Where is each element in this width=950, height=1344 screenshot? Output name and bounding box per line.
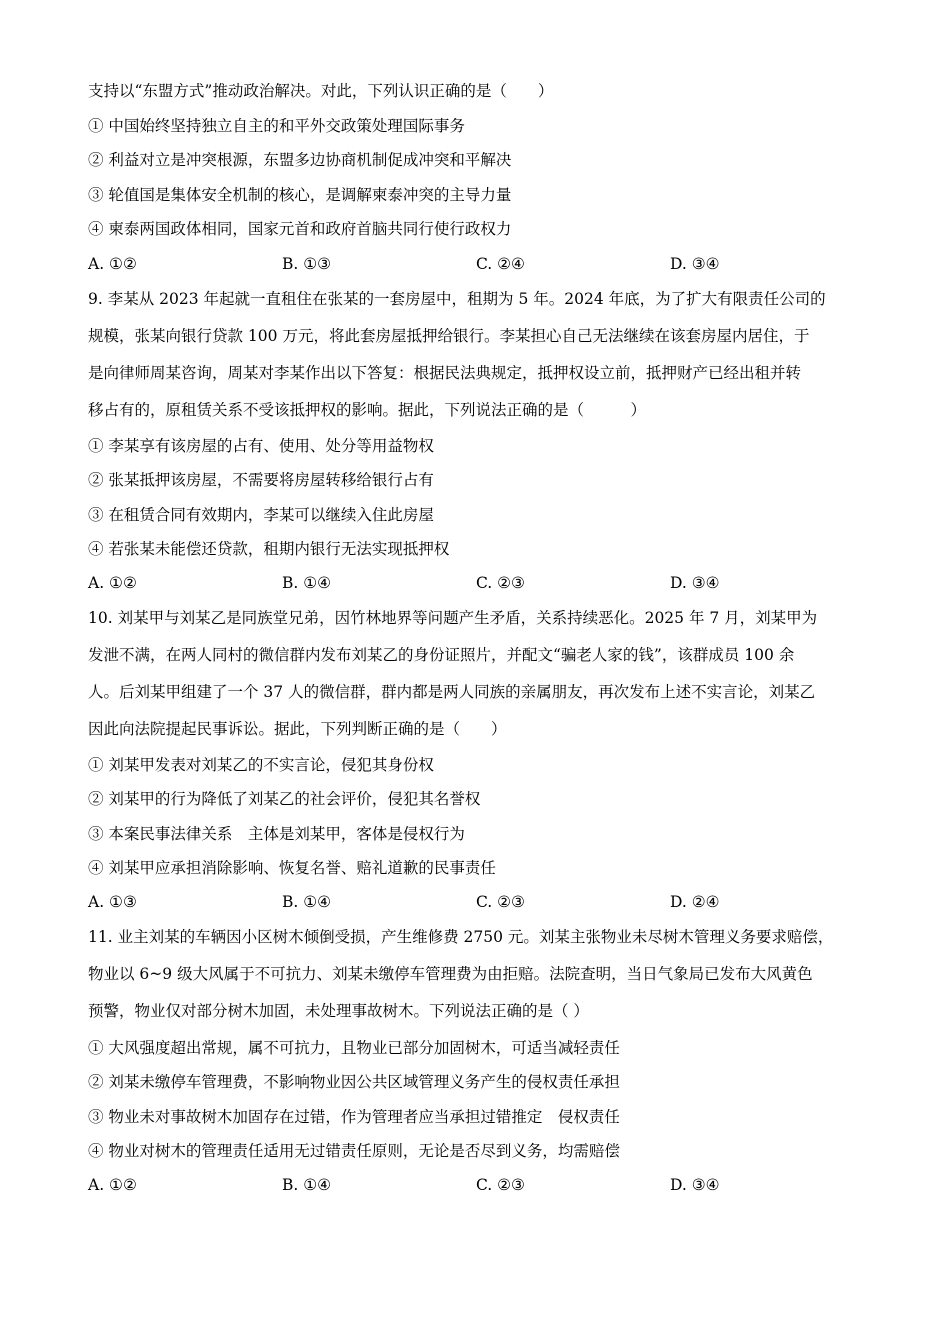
- q10-option-a[interactable]: A. ①③: [88, 893, 137, 911]
- q9-option-c[interactable]: C. ②③: [476, 574, 525, 592]
- q8-option-c[interactable]: C. ②④: [476, 255, 525, 273]
- q8-stem-line: 支持以“东盟方式”推动政治解决。对此，下列认识正确的是（ ）: [88, 82, 554, 100]
- q9-option-a[interactable]: A. ①②: [88, 574, 137, 592]
- q9-stem-line: 移占有的，原租赁关系不受该抵押权的影响。据此，下列说法正确的是（ ）: [88, 401, 647, 419]
- q8-statement: ④ 柬泰两国政体相同，国家元首和政府首脑共同行使行政权力: [88, 220, 512, 238]
- q10-stem-line: 人。后刘某甲组建了一个 37 人的微信群，群内都是两人同族的亲属朋友，再次发布上述不实言论，刘某乙: [88, 683, 816, 701]
- q8-statement: ② 利益对立是冲突根源，东盟多边协商机制促成冲突和平解决: [88, 151, 512, 169]
- q10-options: [88, 891, 878, 913]
- q11-option-c[interactable]: C. ②③: [476, 1176, 525, 1194]
- q10-option-b[interactable]: B. ①④: [282, 893, 332, 911]
- q8-statement: ③ 轮值国是集体安全机制的核心，是调解柬泰冲突的主导力量: [88, 186, 512, 204]
- q8-option-a[interactable]: A. ①②: [88, 255, 137, 273]
- q10-stem-line: 10. 刘某甲与刘某乙是同族堂兄弟，因竹林地界等问题产生矛盾，关系持续恶化。2025 年 7 月，刘某甲为: [88, 609, 818, 627]
- q11-option-a[interactable]: A. ①②: [88, 1176, 137, 1194]
- q10-stem-line: 发泄不满，在两人同村的微信群内发布刘某乙的身份证照片，并配文“骗老人家的钱”，该群成员 100 余: [88, 646, 795, 664]
- q11-stem-line: 预警，物业仅对部分树木加固，未处理事故树木。下列说法正确的是（ ）: [88, 1002, 589, 1020]
- q9-option-d[interactable]: D. ③④: [670, 574, 720, 592]
- q10-statement: ④ 刘某甲应承担消除影响、恢复名誉、赔礼道歉的民事责任: [88, 859, 496, 877]
- q10-statement: ② 刘某甲的行为降低了刘某乙的社会评价，侵犯其名誉权: [88, 790, 481, 808]
- q11-option-d[interactable]: D. ③④: [670, 1176, 720, 1194]
- q9-options: [88, 572, 878, 594]
- q11-statement: ③ 物业未对事故树木加固存在过错，作为管理者应当承担过错推定 侵权责任: [88, 1108, 620, 1126]
- q9-option-b[interactable]: B. ①④: [282, 574, 332, 592]
- q11-statement: ② 刘某未缴停车管理费，不影响物业因公共区域管理义务产生的侵权责任承担: [88, 1073, 620, 1091]
- q9-statement: ② 张某抵押该房屋，不需要将房屋转移给银行占有: [88, 471, 434, 489]
- q10-option-d[interactable]: D. ②④: [670, 893, 720, 911]
- q9-stem-line: 是向律师周某咨询，周某对李某作出以下答复：根据民法典规定，抵押权设立前，抵押财产已经出租并转: [88, 364, 802, 382]
- q9-stem-line: 9. 李某从 2023 年起就一直租住在张某的一套房屋中，租期为 5 年。2024 年底，为了扩大有限责任公司的: [88, 290, 826, 308]
- q9-statement: ① 李某享有该房屋的占有、使用、处分等用益物权: [88, 437, 434, 455]
- q10-statement: ③ 本案民事法律关系 主体是刘某甲，客体是侵权行为: [88, 825, 465, 843]
- q11-stem-line: 11. 业主刘某的车辆因小区树木倾倒受损，产生维修费 2750 元。刘某主张物业未尽树木管理义务要求赔偿，: [88, 928, 834, 946]
- q11-statement: ① 大风强度超出常规，属不可抗力，且物业已部分加固树木，可适当减轻责任: [88, 1039, 620, 1057]
- q10-statement: ① 刘某甲发表对刘某乙的不实言论，侵犯其身份权: [88, 756, 434, 774]
- q10-option-c[interactable]: C. ②③: [476, 893, 525, 911]
- q9-statement: ④ 若张某未能偿还贷款，租期内银行无法实现抵押权: [88, 540, 450, 558]
- q8-statement: ① 中国始终坚持独立自主的和平外交政策处理国际事务: [88, 117, 465, 135]
- q9-statement: ③ 在租赁合同有效期内，李某可以继续入住此房屋: [88, 506, 434, 524]
- q11-stem-line: 物业以 6~9 级大风属于不可抗力、刘某未缴停车管理费为由拒赔。法院查明，当日气象局已发布大风黄色: [88, 965, 813, 983]
- q8-option-b[interactable]: B. ①③: [282, 255, 332, 273]
- q10-stem-line: 因此向法院提起民事诉讼。据此，下列判断正确的是（ ）: [88, 720, 507, 738]
- q11-statement: ④ 物业对树木的管理责任适用无过错责任原则，无论是否尽到义务，均需赔偿: [88, 1142, 620, 1160]
- q8-option-d[interactable]: D. ③④: [670, 255, 720, 273]
- q11-option-b[interactable]: B. ①④: [282, 1176, 332, 1194]
- q11-options: [88, 1174, 878, 1196]
- q9-stem-line: 规模，张某向银行贷款 100 万元，将此套房屋抵押给银行。李某担心自己无法继续在该套房屋内居住，于: [88, 327, 810, 345]
- q8-options: [88, 253, 878, 275]
